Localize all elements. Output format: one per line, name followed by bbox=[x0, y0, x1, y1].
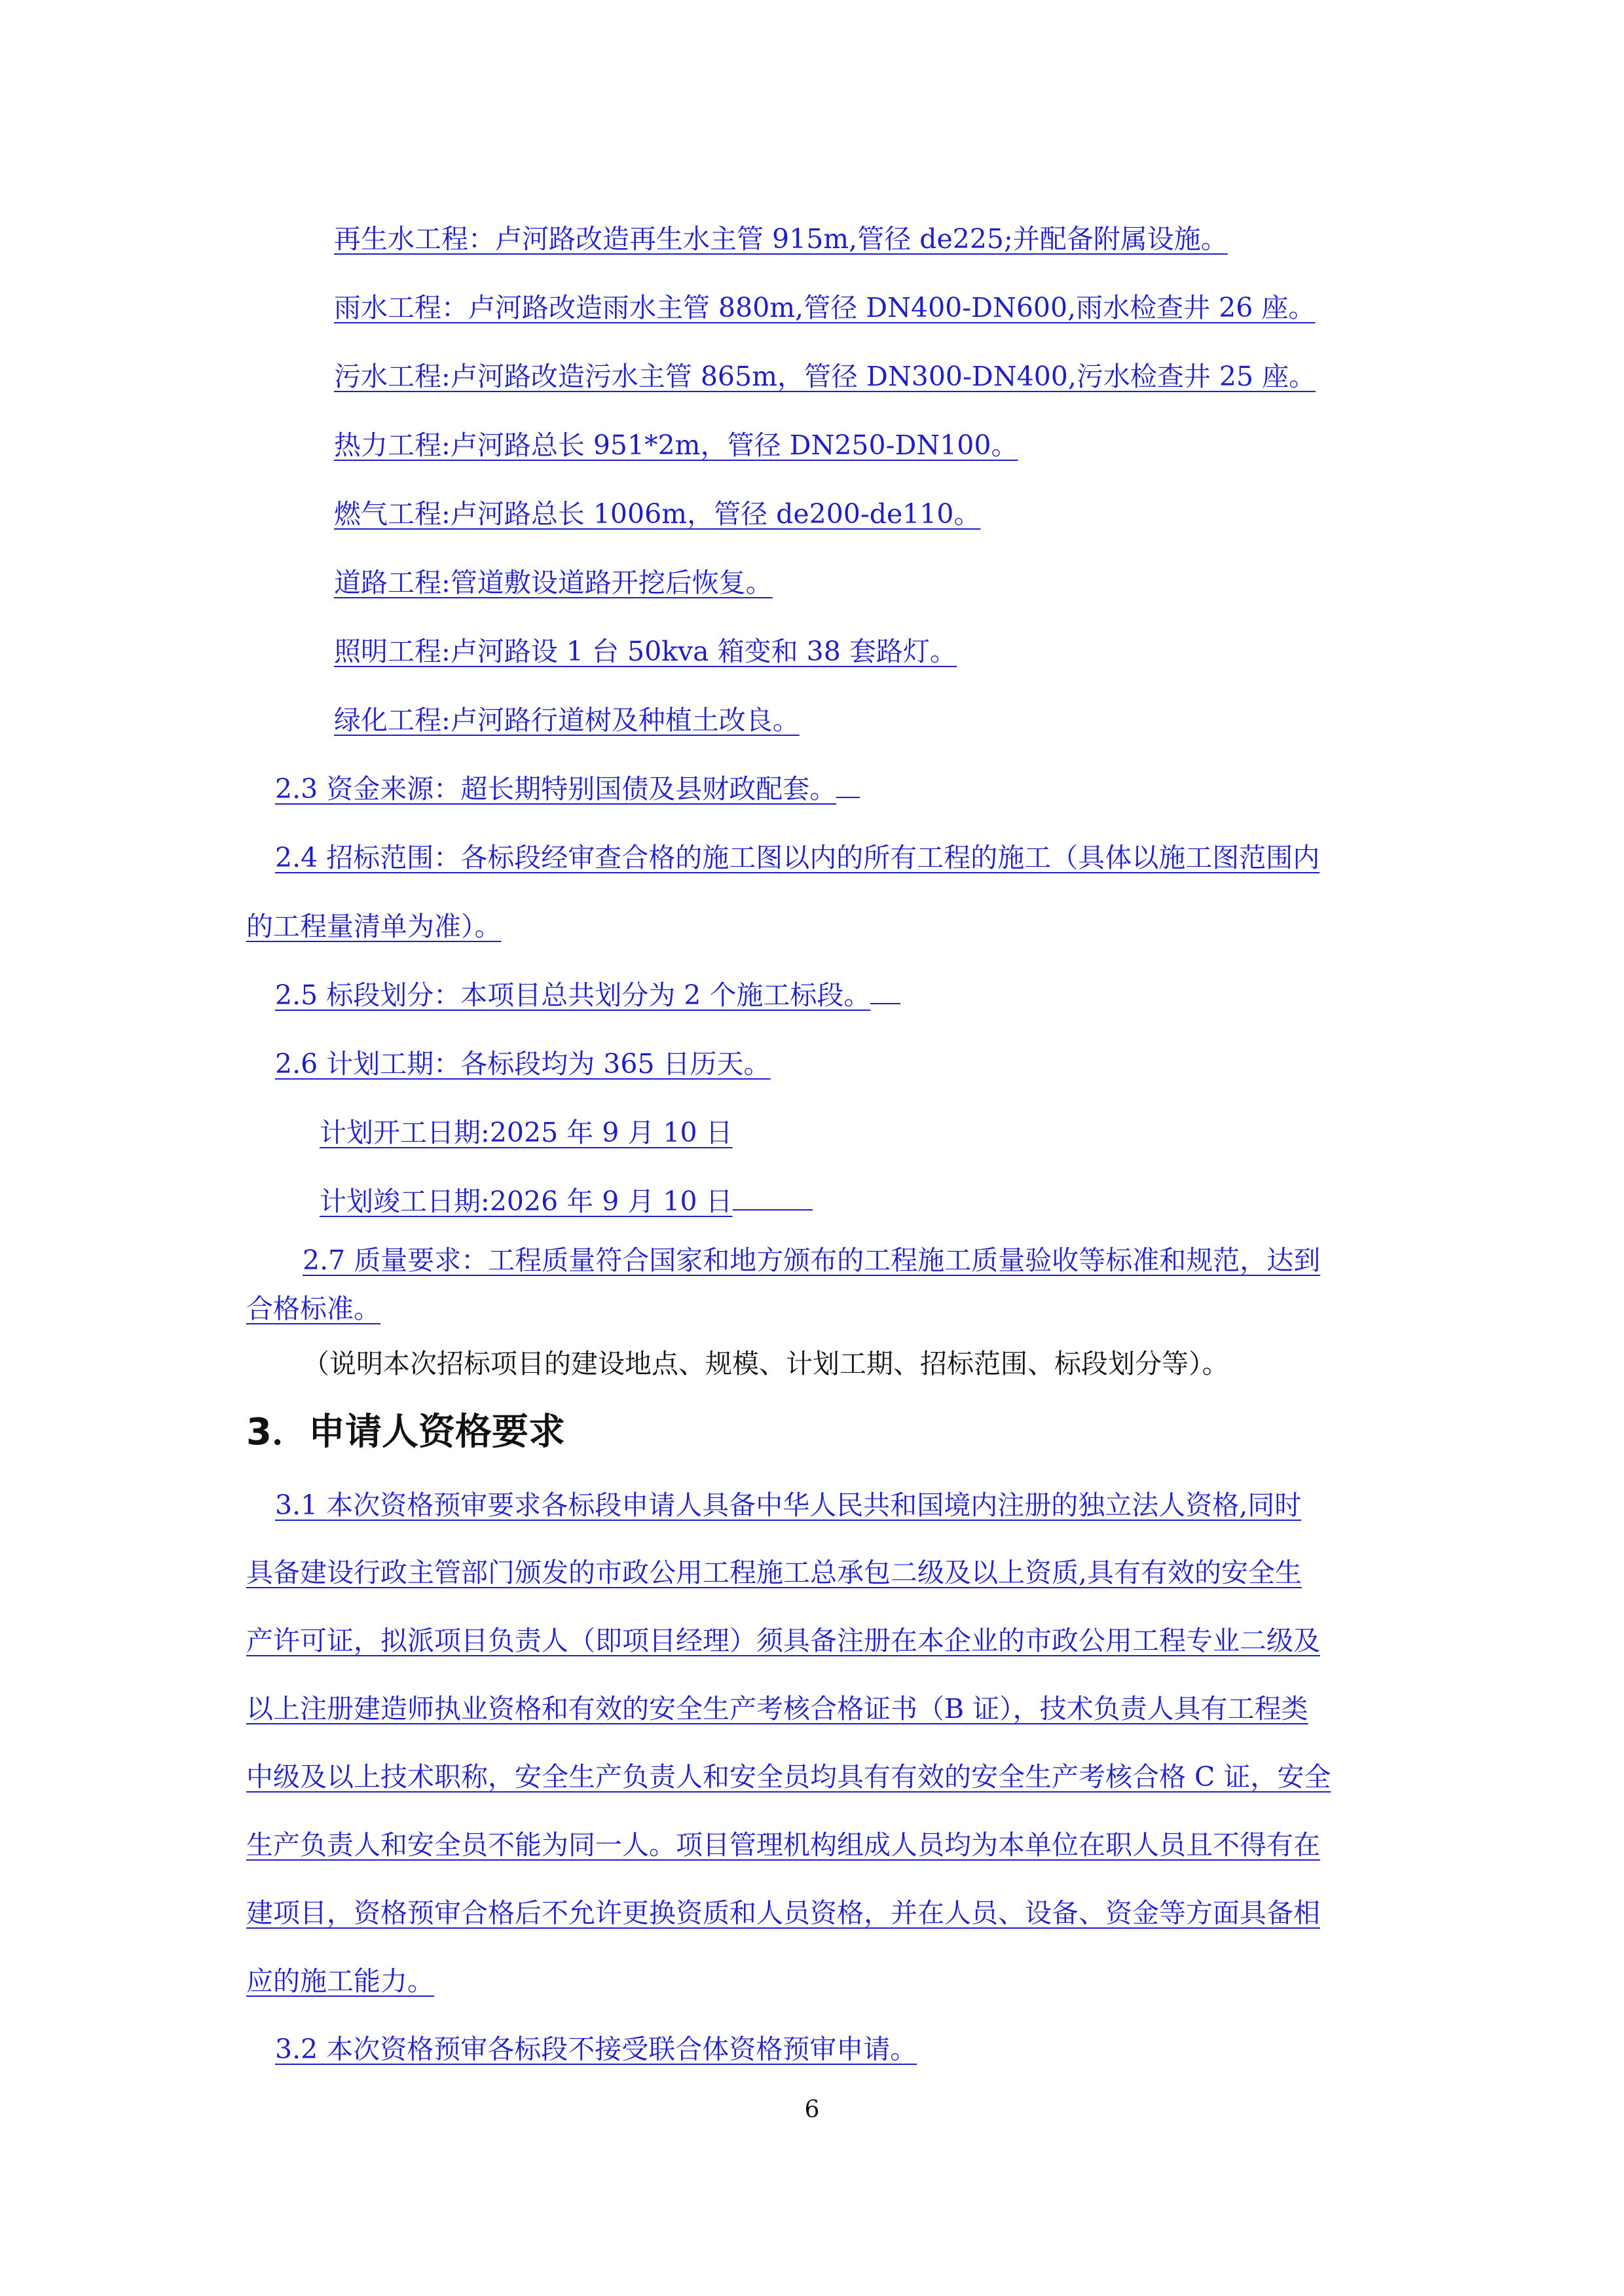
bid-scope-line1: 2.4 招标范围：各标段经审查合格的施工图以内的所有工程的施工（具体以施工图范围内 bbox=[275, 842, 1320, 873]
project-item-gas: 燃气工程:卢河路总长 1006m，管径 de200-de110。 bbox=[334, 498, 981, 530]
project-item-reclaimed-water: 再生水工程：卢河路改造再生水主管 915m,管径 de225;并配备附属设施。 bbox=[334, 223, 1228, 255]
planned-end-date: 计划竣工日期:2026 年 9 月 10 日 bbox=[320, 1182, 813, 1220]
bid-scope-line2: 的工程量清单为准）。 bbox=[246, 911, 502, 942]
quality-requirement-line2: 合格标准。 bbox=[246, 1293, 380, 1324]
project-item-heating: 热力工程:卢河路总长 951*2m，管径 DN250-DN100。 bbox=[334, 429, 1018, 461]
funding-source: 2.3 资金来源：超长期特别国债及县财政配套。 bbox=[275, 770, 860, 808]
qualification-line-8: 应的施工能力。 bbox=[246, 1965, 434, 1997]
lot-division: 2.5 标段划分：本项目总共划分为 2 个施工标段。 bbox=[275, 976, 900, 1014]
consortium-policy: 3.2 本次资格预审各标段不接受联合体资格预审申请。 bbox=[275, 2033, 917, 2065]
qualification-line-7: 建项目，资格预审合格后不允许更换资质和人员资格，并在人员、设备、资金等方面具备相 bbox=[246, 1897, 1320, 1929]
explanatory-note: （说明本次招标项目的建设地点、规模、计划工期、招标范围、标段划分等）。 bbox=[303, 1348, 1229, 1379]
page-number: 6 bbox=[804, 2096, 820, 2123]
quality-requirement-line1: 2.7 质量要求：工程质量符合国家和地方颁布的工程施工质量验收等标准和规范，达到 bbox=[303, 1245, 1321, 1276]
qualification-line-6: 生产负责人和安全员不能为同一人。项目管理机构组成人员均为本单位在职人员且不得有在 bbox=[246, 1829, 1320, 1861]
project-item-sewage: 污水工程:卢河路改造污水主管 865m，管径 DN300-DN400,污水检查井 25 座。 bbox=[334, 361, 1316, 392]
planned-duration: 2.6 计划工期：各标段均为 365 日历天。 bbox=[275, 1048, 771, 1080]
planned-start-date: 计划开工日期:2025 年 9 月 10 日 bbox=[320, 1117, 733, 1148]
project-item-rainwater: 雨水工程：卢河路改造雨水主管 880m,管径 DN400-DN600,雨水检查井 26 座。 bbox=[334, 292, 1316, 323]
section-3-heading: 3．申请人资格要求 bbox=[246, 1411, 565, 1453]
project-item-road: 道路工程:管道敷设道路开挖后恢复。 bbox=[334, 567, 773, 598]
qualification-line-2: 具备建设行政主管部门颁发的市政公用工程施工总承包二级及以上资质,具有有效的安全生 bbox=[246, 1557, 1302, 1588]
qualification-line-4: 以上注册建造师执业资格和有效的安全生产考核合格证书（B 证），技术负责人具有工程类 bbox=[246, 1693, 1308, 1724]
qualification-line-1: 3.1 本次资格预审要求各标段申请人具备中华人民共和国境内注册的独立法人资格,同时 bbox=[275, 1489, 1302, 1521]
project-item-greening: 绿化工程:卢河路行道树及种植土改良。 bbox=[334, 704, 800, 736]
qualification-line-3: 产许可证，拟派项目负责人（即项目经理）须具备注册在本企业的市政公用工程专业二级及 bbox=[246, 1625, 1320, 1656]
project-item-lighting: 照明工程:卢河路设 1 台 50kva 箱变和 38 套路灯。 bbox=[334, 636, 957, 667]
qualification-line-5: 中级及以上技术职称，安全生产负责人和安全员均具有有效的安全生产考核合格 C 证，安全 bbox=[246, 1761, 1331, 1793]
